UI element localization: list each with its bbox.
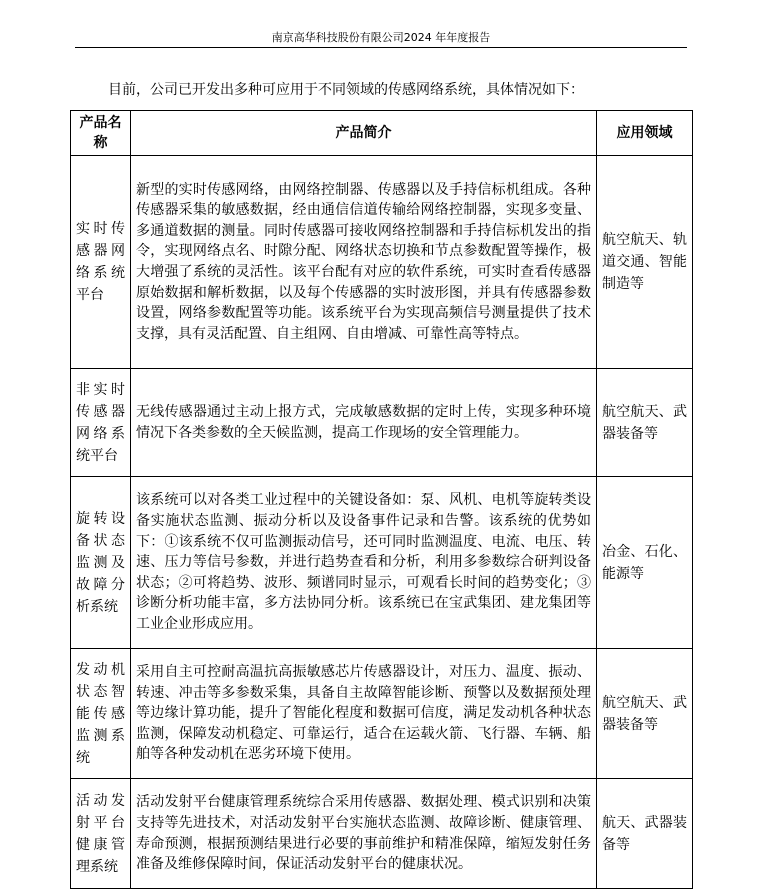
table-row [71,477,693,649]
application-field: 航空航天、武器装备等 [597,649,693,779]
table-row [71,369,693,477]
column-header-description: 产品简介 [131,111,597,156]
table-row [71,156,693,369]
header-divider [75,47,687,48]
table-header-row [71,111,693,156]
table-row [71,779,693,889]
application-field: 航空航天、武器装备等 [597,369,693,477]
product-name: 发动机状态智能传感监测系统 [71,649,131,779]
product-name: 实时传感器网络系统平台 [71,156,131,369]
product-description: 活动发射平台健康管理系统综合采用传感器、数据处理、模式识别和决策支持等先进技术，对活动发射平台实施状态监测、故障诊断、健康管理、寿命预测，根据预测结果进行必要的事前维护和精准保障，缩短发射任务准备及维修保障时间，保证活动发射平台的健康状况。 [131,779,597,889]
intro-paragraph: 目前，公司已开发出多种可应用于不同领域的传感网络系统，具体情况如下： [108,82,584,98]
column-header-field: 应用领域 [597,111,693,156]
product-name: 活动发射平台健康管理系统 [71,779,131,889]
product-description: 无线传感器通过主动上报方式，完成敏感数据的定时上传，实现多种环境情况下各类参数的全天候监测，提高工作现场的安全管理能力。 [131,369,597,477]
product-description: 新型的实时传感网络，由网络控制器、传感器以及手持信标机组成。各种传感器采集的敏感数据，经由通信信道传输给网络控制器，实现多变量、多通道数据的测量。同时传感器可接收网络控制器和手持信标机发出的指令，实现网络点名、时隙分配、网络状态切换和节点参数配置等操作，极大增强了系统的灵活性。该平台配有对应的软件系统，可实时查看传感器原始数据和解析数据，以及每个传感器的实时波形图，并具有传感器参数设置，网络参数配置等功能。该系统平台为实现高频信号测量提供了技术支撑，具有灵活配置、自主组网、自由增减、可靠性高等特点。 [131,156,597,369]
product-description: 该系统可以对各类工业过程中的关键设备如：泵、风机、电机等旋转类设备实施状态监测、振动分析以及设备事件记录和告警。该系统的优势如下：①该系统不仅可监测振动信号，还可同时监测温度、电流、电压、转速、压力等信号参数，并进行趋势查看和分析，利用多参数综合研判设备状态；②可将趋势、波形、频谱同时显示，可观看长时间的趋势变化；③诊断分析功能丰富，多方法协同分析。该系统已在宝武集团、建龙集团等工业企业形成应用。 [131,477,597,649]
application-field: 航空航天、轨道交通、智能制造等 [597,156,693,369]
column-header-name: 产品名称 [71,111,131,156]
product-name: 非实时传感器网络系统平台 [71,369,131,477]
product-description: 采用自主可控耐高温抗高振敏感芯片传感器设计，对压力、温度、振动、转速、冲击等多参数采集，具备自主故障智能诊断、预警以及数据预处理等边缘计算功能，提升了智能化程度和数据可信度，满足发动机各种状态监测，保障发动机稳定、可靠运行，适合在运载火箭、飞行器、车辆、船舶等各种发动机在恶劣环境下使用。 [131,649,597,779]
application-field: 冶金、石化、能源等 [597,477,693,649]
table-row [71,649,693,779]
page-header: 南京高华科技股份有限公司2024 年年度报告 [271,31,491,44]
product-table [70,110,693,889]
product-name: 旋转设备状态监测及故障分析系统 [71,477,131,649]
application-field: 航天、武器装备等 [597,779,693,889]
